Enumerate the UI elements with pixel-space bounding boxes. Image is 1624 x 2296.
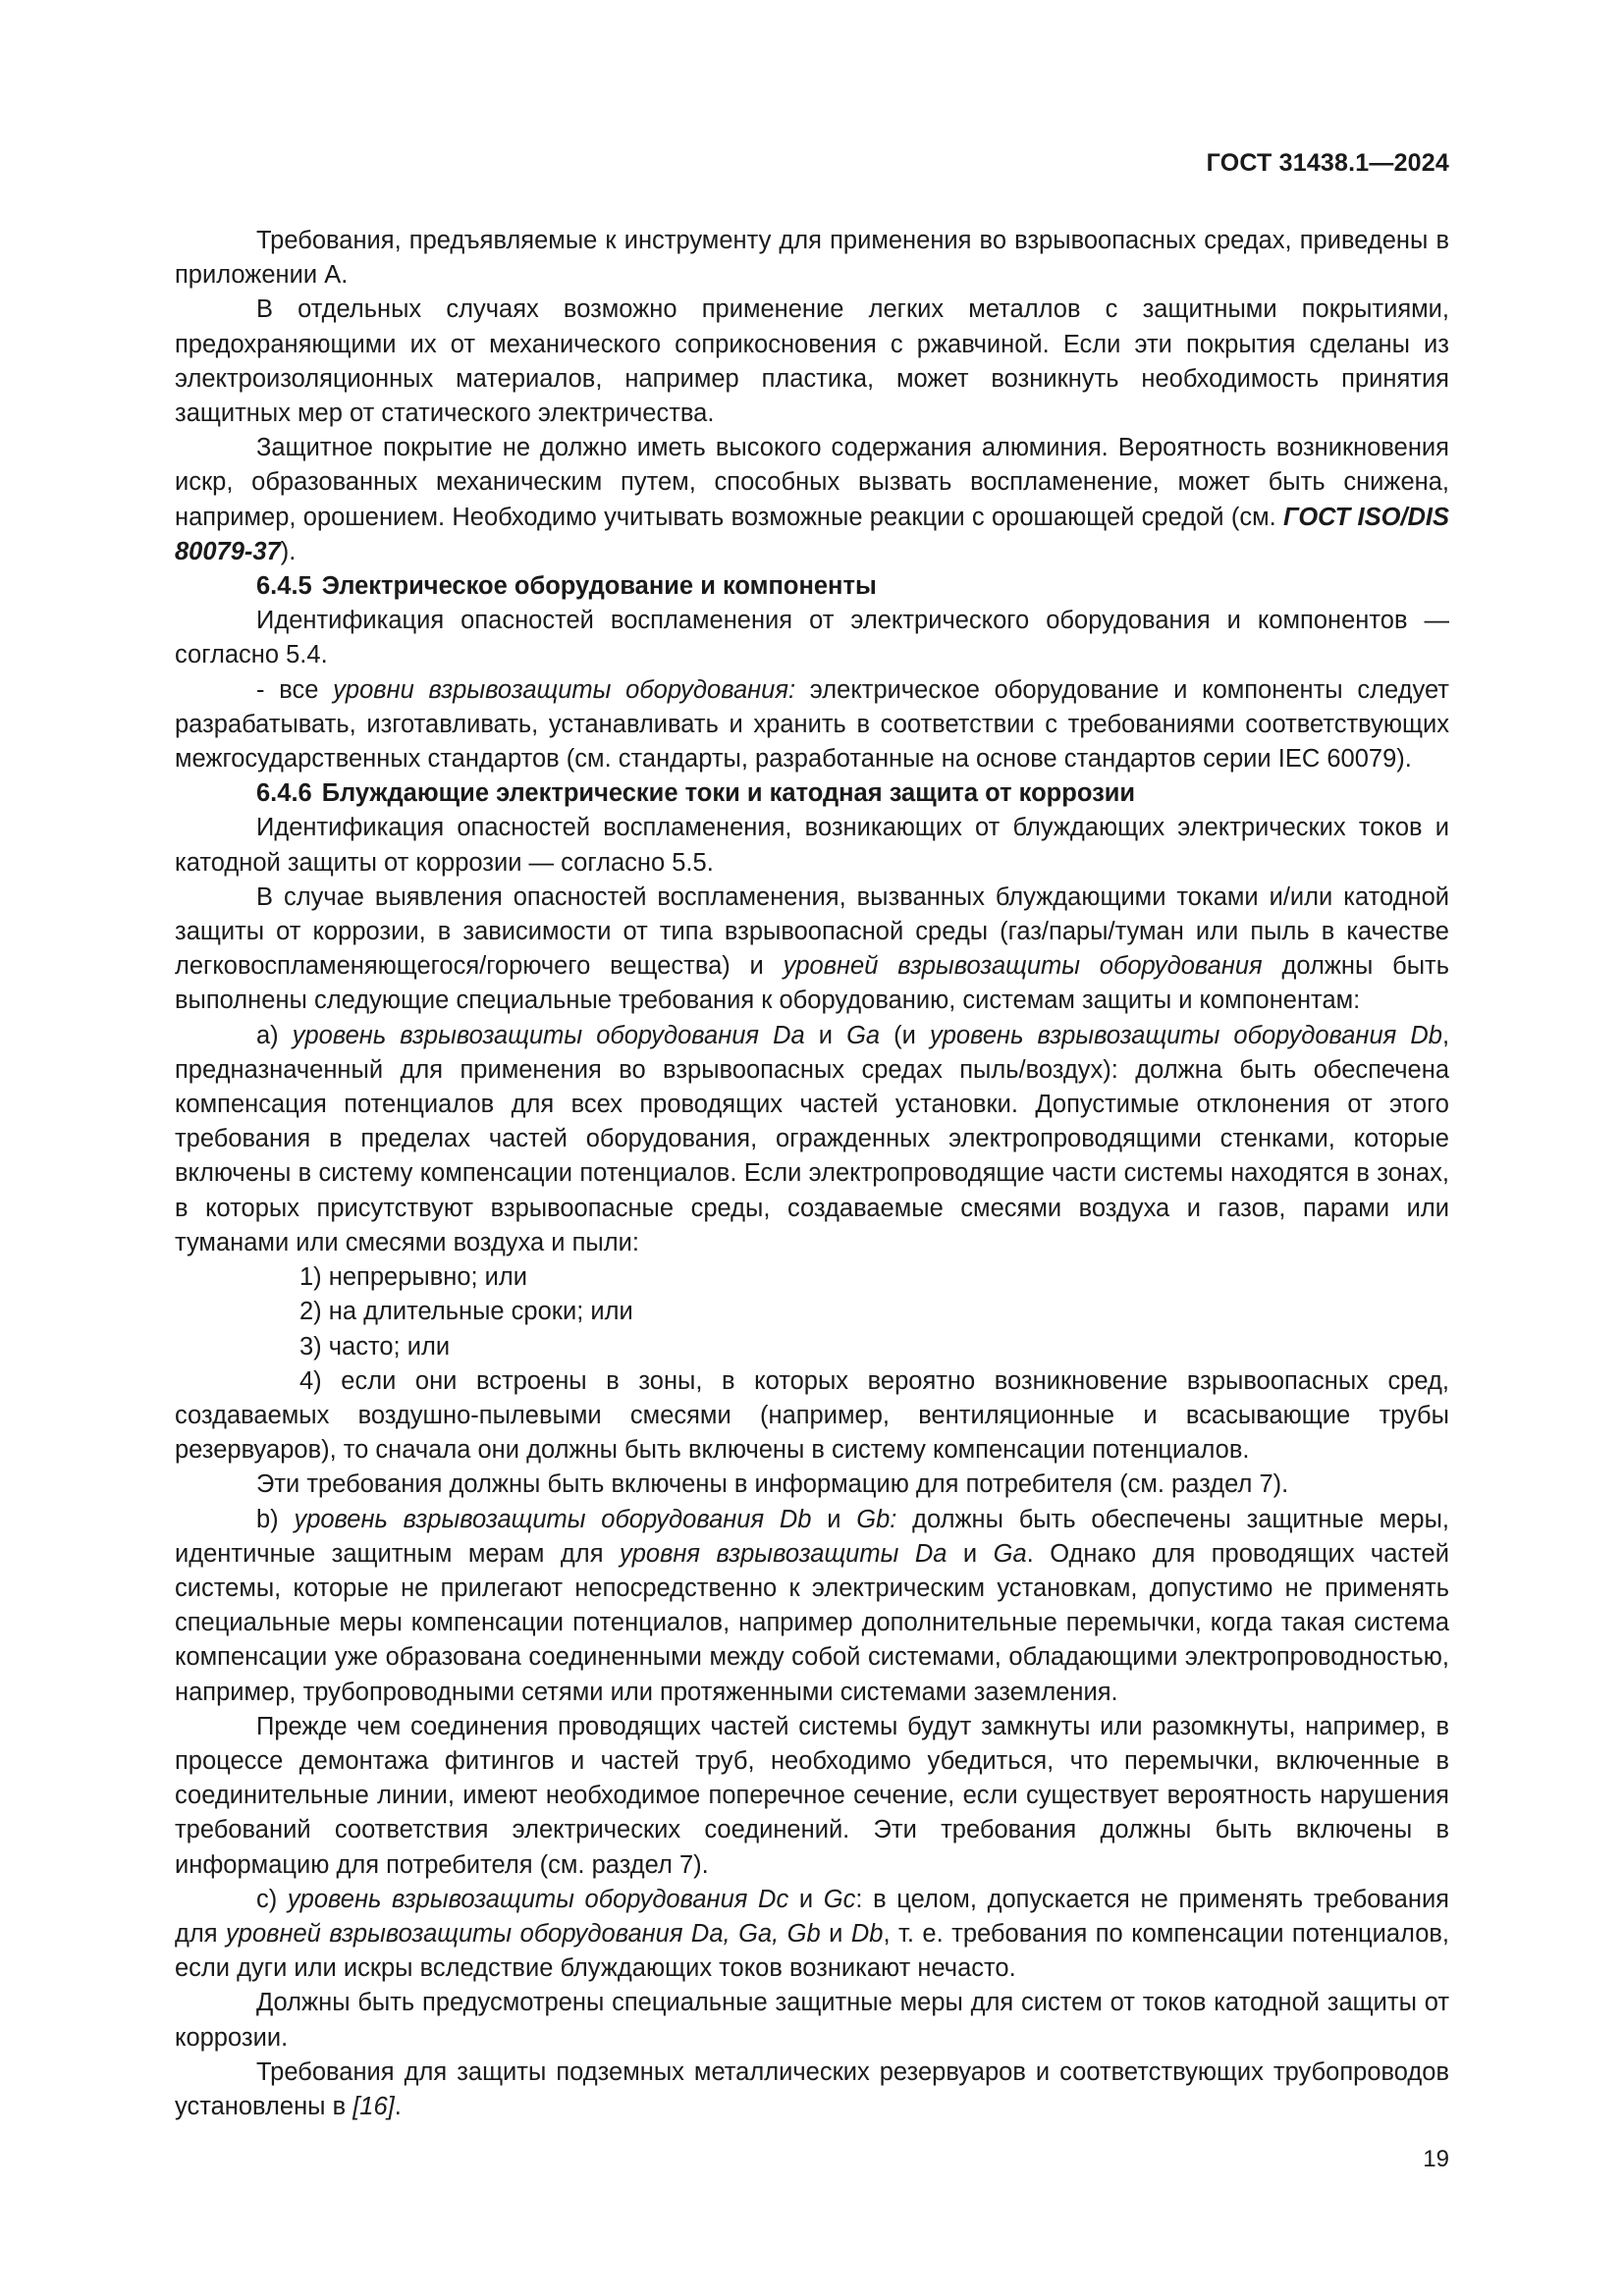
section-number: 6.4.5: [256, 572, 312, 601]
paragraph-cathodic-protection: Должны быть предусмотрены специальные защитные меры для систем от токов катодной защиты от коррозии.: [175, 1989, 1449, 2052]
list-item-b: b) уровень взрывозащиты оборудования Db и Gb: должны быть обеспечены защитные меры, идентичные защитным мерам для уровня взрывозащиты Da и Ga. Однако для проводящих частей системы, которые не прилегают непосредственно к электрическим установкам, допустимо не применять специальные меры компенсации потенциалов, например дополнительные перемычки, когда такая система компенсации уже образована соединенными между собой системами, обладающими электропроводностью, например, трубопроводными сетями или протяженными системами заземления.: [175, 1505, 1449, 1706]
section-heading-6-4-6: [175, 776, 1449, 811]
paragraph-underground-tanks: Требования для защиты подземных металлических резервуаров и соответствующих трубопроводов установлены в [16].: [175, 2057, 1449, 2120]
list-item-a: а) уровень взрывозащиты оборудования Da и Ga (и уровень взрывозащиты оборудования Db, предназначенный для применения во взрывоопасных средах пыль/воздух): должна быть обеспечена компенсация потенциалов для всех проводящих частей установки. Допустимые отклонения от этого требования в пределах частей оборудования, огражденных электропроводящими стенками, которые включены в систему компенсации потенциалов. Если электропроводящие части системы находятся в зонах, в которых присутствуют взрывоопасные среды, создаваемые смесями воздуха и газов, парами или туманами или смесями воздуха и пыли:: [175, 1021, 1450, 1256]
paragraph-special-requirements: В случае выявления опасностей воспламенения, вызванных блуждающими токами и/или катодной защиты от коррозии, в зависимости от типа взрывоопасной среды (газ/пары/туман или пыль в качестве легковоспламеняющегося/горючего вещества) и уровней взрывозащиты оборудования должны быть выполнены следующие специальные требования к оборудованию, системам защиты и компонентам:: [175, 882, 1449, 1015]
list-item-c: c) уровень взрывозащиты оборудования Dc и Gc: в целом, допускается не применять требования для уровней взрывозащиты оборудования Da, Ga, Gb и Db, т. е. требования по компенсации потенциалов, если дуги или искры вследствие блуждающих токов возникают нечасто.: [175, 1885, 1450, 1983]
document-designation: ГОСТ 31438.1—2024: [1206, 149, 1449, 177]
numbered-item-2: 2) на длительные сроки; или: [299, 1298, 633, 1326]
paragraph-light-metals: В отдельных случаях возможно применение легких металлов с защитными покрытиями, предохраняющими их от механического соприкосновения с ржавчиной. Если эти покрытия сделаны из электроизоляционных материалов, например пластика, может возникнуть необходимость принятия защитных мер от статического электричества.: [175, 295, 1449, 428]
paragraph-equipment-levels: - все уровни взрывозащиты оборудования: электрическое оборудование и компоненты следует разрабатывать, изготавливать, устанавливать и хранить в соответствии с требованиями соответствующих межгосударственных стандартов (см. стандарты, разработанные на основе стандартов серии IEC 60079).: [175, 675, 1449, 774]
document-body: [175, 224, 1449, 2124]
section-title: Блуждающие электрические токи и катодная защита от коррозии: [321, 779, 1136, 808]
section-number: 6.4.6: [256, 779, 312, 808]
numbered-item-1: 1) непрерывно; или: [299, 1263, 528, 1292]
section-heading-6-4-5: [175, 569, 1449, 604]
numbered-item-4: 4) если они встроены в зоны, в которых вероятно возникновение взрывоопасных сред, создаваемых воздушно-пылевыми смесями (например, вентиляционные и всасывающие трубы резервуаров), то сначала они должны быть включены в систему компенсации потенциалов.: [175, 1366, 1449, 1465]
paragraph-stray-currents-identification: Идентификация опасностей воспламенения, возникающих от блуждающих электрических токов и катодной защиты от коррозии — согласно 5.5.: [175, 814, 1449, 877]
paragraph-tools-requirements: Требования, предъявляемые к инструменту для применения во взрывоопасных средах, приведены в приложении А.: [175, 227, 1449, 290]
standard-reference: ГОСТ ISO/DIS 80079-37: [175, 503, 1450, 565]
section-title: Электрическое оборудование и компоненты: [321, 572, 877, 601]
page-number: 19: [1423, 2146, 1449, 2172]
numbered-item-3: 3) часто; или: [299, 1332, 451, 1361]
paragraph-consumer-info: Эти требования должны быть включены в информацию для потребителя (см. раздел 7).: [256, 1470, 1289, 1499]
paragraph-protective-coating: Защитное покрытие не должно иметь высокого содержания алюминия. Вероятность возникновения искр, образованных механическим путем, способных вызвать воспламенение, может быть снижена, например, орошением. Необходимо учитывать возможные реакции с орошающей средой (см. ГОСТ ISO/DIS 80079-37).: [175, 434, 1450, 565]
paragraph-connections: Прежде чем соединения проводящих частей системы будут замкнуты или разомкнуты, например, в процессе демонтажа фитингов и частей труб, необходимо убедиться, что перемычки, включенные в соединительные линии, имеют необходимое поперечное сечение, если существует вероятность нарушения требований соответствия электрических соединений. Эти требования должны быть включены в информацию для потребителя (см. раздел 7).: [175, 1712, 1449, 1879]
bibliography-reference: [16]: [352, 2092, 395, 2120]
numbered-list: [175, 1260, 1449, 1468]
paragraph-electrical-identification: Идентификация опасностей воспламенения от электрического оборудования и компонентов — согласно 5.4.: [175, 607, 1449, 669]
